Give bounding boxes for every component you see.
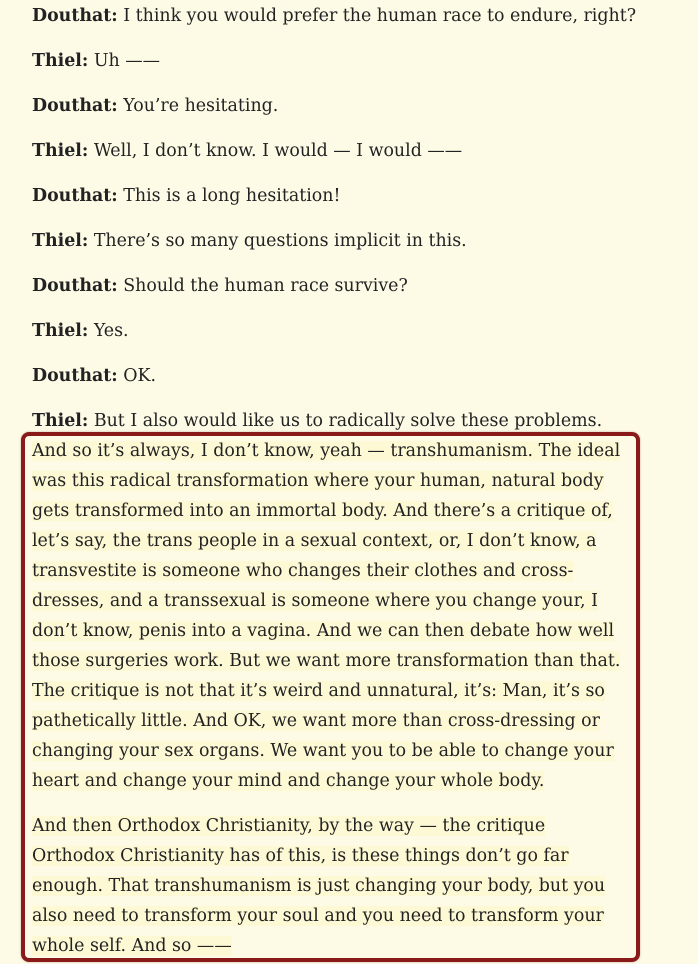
text-line: And then Orthodox Christianity, by the way — the critique [32, 816, 546, 836]
text-line: pathetically little. And OK, we want more than cross-dressing or [32, 711, 600, 731]
speaker-name: Thiel: [32, 321, 89, 341]
dialogue-text: Yes. [93, 321, 129, 341]
dialogue-text: I think you would prefer the human race to endure, right? [123, 6, 637, 26]
dialogue-text: OK. [123, 366, 157, 386]
speaker-name: Thiel: [32, 141, 89, 161]
text-line: And so it’s always, I don’t know, yeah — transhumanism. The ideal [32, 441, 621, 461]
dialogue-text: Uh —— [93, 51, 160, 71]
speaker-name: Thiel: [32, 51, 89, 71]
dialogue-line [32, 140, 462, 162]
dialogue-line [32, 275, 408, 297]
text-line: don’t know, penis into a vagina. And we can then debate how well [32, 621, 615, 641]
dialogue-text: Well, I don’t know. I would — I would —— [93, 141, 463, 161]
dialogue-text: This is a long hesitation! [123, 186, 341, 206]
text-line: also need to transform your soul and you need to transform your [32, 906, 604, 926]
text-line: those surgeries work. But we want more transformation than that. [32, 651, 621, 671]
highlight-outline [21, 432, 640, 962]
text-line: The critique is not that it’s weird and unnatural, it’s: Man, it’s so [32, 681, 605, 701]
speaker-name: Thiel: [32, 231, 89, 251]
speaker-name: Douthat: [32, 366, 118, 386]
text-line: enough. That transhumanism is just changing your body, but you [32, 876, 606, 896]
text-line: changing your sex organs. We want you to be able to change your [32, 741, 614, 761]
text-line: was this radical transformation where your human, natural body [32, 471, 604, 491]
text-line: transvestite is someone who changes their clothes and cross- [32, 561, 574, 581]
speaker-name: Douthat: [32, 6, 118, 26]
dialogue-line [32, 365, 156, 387]
dialogue-text: Should the human race survive? [123, 276, 408, 296]
speaker-name: Douthat: [32, 276, 118, 296]
speaker-name: Thiel: [32, 411, 89, 431]
speaker-name: Douthat: [32, 96, 118, 116]
dialogue-line [32, 410, 602, 432]
dialogue-line [32, 320, 129, 342]
dialogue-text: You’re hesitating. [123, 96, 279, 116]
dialogue-text: But I also would like us to radically solve these problems. [93, 411, 603, 431]
dialogue-line [32, 230, 467, 252]
dialogue-line [32, 95, 278, 117]
text-line: gets transformed into an immortal body. And there’s a critique of, [32, 501, 613, 521]
text-line: heart and change your mind and change your whole body. [32, 771, 545, 791]
dialogue-text: There’s so many questions implicit in this. [93, 231, 467, 251]
dialogue-line [32, 185, 340, 207]
dialogue-line [32, 50, 160, 72]
dialogue-line [32, 5, 636, 27]
text-line: Orthodox Christianity has of this, is these things don’t go far [32, 846, 569, 866]
text-line: let’s say, the trans people in a sexual context, or, I don’t know, a [32, 531, 597, 551]
speaker-name: Douthat: [32, 186, 118, 206]
text-line: dresses, and a transsexual is someone where you change your, I [32, 591, 598, 611]
text-line: whole self. And so —— [32, 936, 232, 956]
